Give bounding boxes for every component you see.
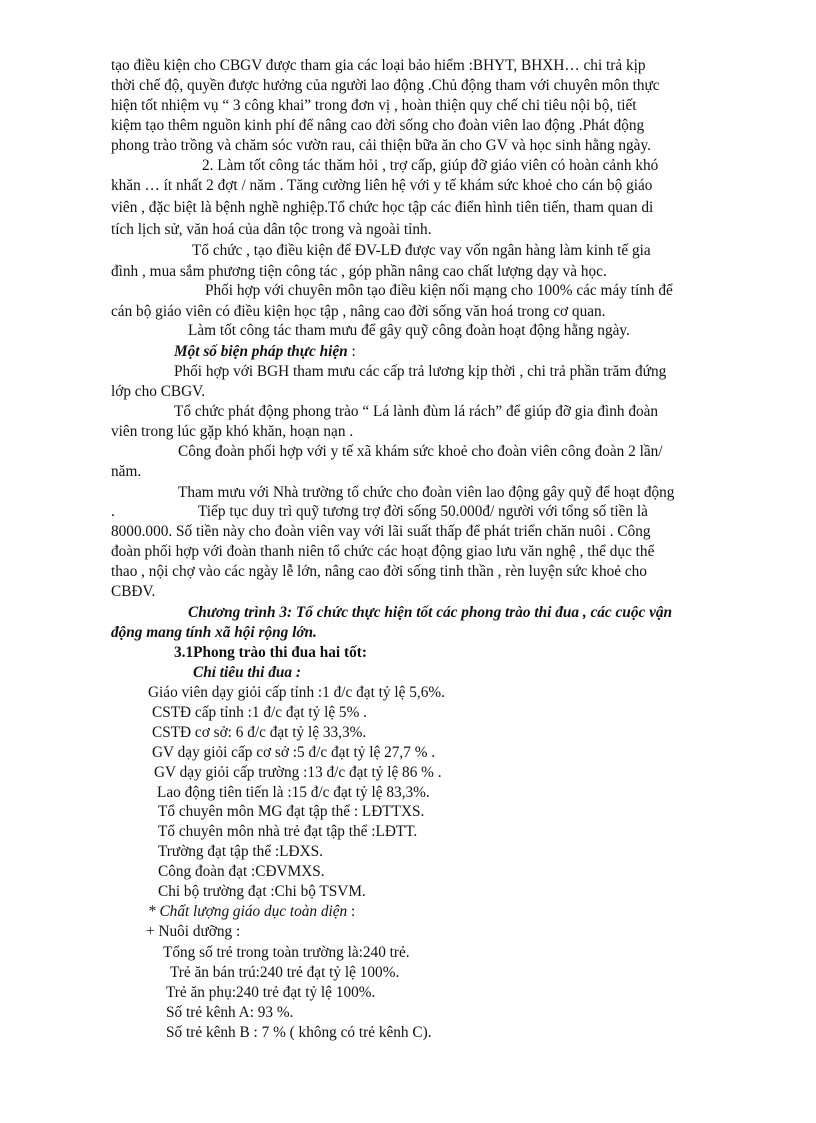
list-item: Tổ chuyên môn MG đạt tập thể : LĐTTXS. <box>158 803 425 820</box>
list-item: Số trẻ kênh A: 93 %. <box>166 1004 294 1021</box>
heading-colon: : <box>347 343 356 360</box>
list-item: Công đoàn đạt :CĐVMXS. <box>158 863 325 880</box>
paragraph-start: Tổ chức , tạo điều kiện để ĐV-LĐ được vay vốn ngân hàng làm kinh tế gia <box>192 242 651 259</box>
list-item: Trường đạt tập thể :LĐXS. <box>158 843 323 860</box>
nutrition-heading: + Nuôi dưỡng : <box>146 923 241 940</box>
list-item: Trẻ ăn phụ:240 trẻ đạt tỷ lệ 100%. <box>166 984 376 1001</box>
text-line: lớp cho CBGV. <box>111 383 206 400</box>
paragraph-start: Tham mưu với Nhà trường tổ chức cho đoàn viên lao động gây quỹ để hoạt động <box>178 484 675 501</box>
list-item: GV dạy giỏi cấp trường :13 đ/c đạt tỷ lệ 86 % . <box>154 764 442 781</box>
text-line: năm. <box>111 463 142 480</box>
criteria-heading: Chỉ tiêu thi đua : <box>193 664 301 681</box>
text-line: 8000.000. Số tiền này cho đoàn viên vay với lãi suất thấp để phát triển chăn nuôi . Công <box>111 523 651 540</box>
section-heading <box>174 342 356 361</box>
quality-heading <box>148 902 355 921</box>
paragraph-start: Công đoàn phối hợp với y tế xã khám sức khoẻ cho đoàn viên công đoàn 2 lần/ <box>178 443 663 460</box>
text-line: kiệm tạo thêm nguồn kinh phí để nâng cao đời sống cho đoàn viên lao động .Phát động <box>111 117 645 134</box>
paragraph-start: Làm tốt công tác tham mưu để gây quỹ công đoàn hoạt động hằng ngày. <box>188 322 630 339</box>
heading-text: Một số biện pháp thực hiện <box>174 343 348 360</box>
paragraph-start: Tổ chức phát động phong trào “ Lá lành đùm lá rách” để giúp đỡ gia đình đoàn <box>174 403 659 420</box>
quality-heading-text: * Chất lượng giáo dục toàn diện <box>148 903 348 920</box>
list-item: Tổ chuyên môn nhà trẻ đạt tập thể :LĐTT. <box>158 823 418 840</box>
program-heading-cont: động mang tính xã hội rộng lớn. <box>111 624 317 641</box>
list-item: Chi bộ trường đạt :Chi bộ TSVM. <box>158 883 366 900</box>
list-item: Giáo viên dạy giỏi cấp tỉnh :1 đ/c đạt tỷ lệ 5,6%. <box>148 684 445 701</box>
text-line: cán bộ giáo viên có điều kiện học tập , nâng cao đời sống văn hoá trong cơ quan. <box>111 303 606 320</box>
list-item: CSTĐ cơ sở: 6 đ/c đạt tỷ lệ 33,3%. <box>152 724 367 741</box>
text-line: thời chế độ, quyền được hưởng của người lao động .Chủ động tham với chuyên môn thực <box>111 77 660 94</box>
text-line: tạo điều kiện cho CBGV được tham gia các loại bảo hiểm :BHYT, BHXH… chi trả kịp <box>111 57 646 74</box>
quality-heading-colon: : <box>347 903 356 920</box>
list-item: Tổng số trẻ trong toàn trường là:240 trẻ. <box>163 944 410 961</box>
text-line: thao , nội chợ vào các ngày lễ lớn, nâng cao đời sống tinh thần , rèn luyện sức khoẻ cho <box>111 563 647 580</box>
subsection-heading: 3.1Phong trào thi đua hai tốt: <box>174 644 367 661</box>
list-item: Trẻ ăn bán trú:240 trẻ đạt tỷ lệ 100%. <box>170 964 400 981</box>
list-item: Số trẻ kênh B : 7 % ( không có trẻ kênh C). <box>166 1024 432 1041</box>
program-heading: Chương trình 3: Tổ chức thực hiện tốt các phong trào thi đua , các cuộc vận <box>188 604 673 621</box>
text-line: viên , đặc biệt là bệnh nghề nghiệp.Tổ chức học tập các điển hình tiên tiến, tham quan di <box>111 199 654 216</box>
text-line: CBĐV. <box>111 583 156 600</box>
text-line: đình , mua sắm phương tiện công tác , góp phần nâng cao chất lượng dạy và học. <box>111 263 607 280</box>
paragraph-start: Phối hợp với BGH tham mưu các cấp trả lương kịp thời , chi trả phần trăm đứng <box>174 363 667 380</box>
paragraph-start: Tiếp tục duy trì quỹ tương trợ đời sống 50.000đ/ người với tổng số tiền là <box>198 503 648 520</box>
text-line: tích lịch sử, văn hoá của dân tộc trong và ngoài tỉnh. <box>111 221 432 238</box>
text-line: viên trong lúc gặp khó khăn, hoạn nạn . <box>111 423 354 440</box>
text-line: hiện tốt nhiệm vụ “ 3 công khai” trong đơn vị , hoàn thiện quy chế chi tiêu nội bộ, tiết <box>111 97 637 114</box>
text-line: khăn … ít nhất 2 đợt / năm . Tăng cường liên hệ với y tế khám sức khoẻ cho cán bộ giáo <box>111 177 653 194</box>
list-item: Lao động tiên tiến là :15 đ/c đạt tỷ lệ 83,3%. <box>157 784 430 801</box>
text-line: đoàn phối hợp với đoàn thanh niên tổ chức các hoạt động giao lưu văn nghệ , thể dục thể <box>111 543 655 560</box>
list-item: CSTĐ cấp tỉnh :1 đ/c đạt tỷ lệ 5% . <box>152 704 367 721</box>
list-item: GV dạy giỏi cấp cơ sở :5 đ/c đạt tỷ lệ 27,7 % . <box>152 744 436 761</box>
paragraph-start: Phối hợp với chuyên môn tạo điều kiện nối mạng cho 100% các máy tính để <box>205 282 673 299</box>
text-line: phong trào trồng và chăm sóc vườn rau, cải thiện bữa ăn cho GV và học sinh hằng ngày. <box>111 137 651 154</box>
text-line: . <box>111 503 115 520</box>
numbered-paragraph-start: 2. Làm tốt công tác thăm hỏi , trợ cấp, giúp đỡ giáo viên có hoàn cảnh khó <box>202 157 659 174</box>
